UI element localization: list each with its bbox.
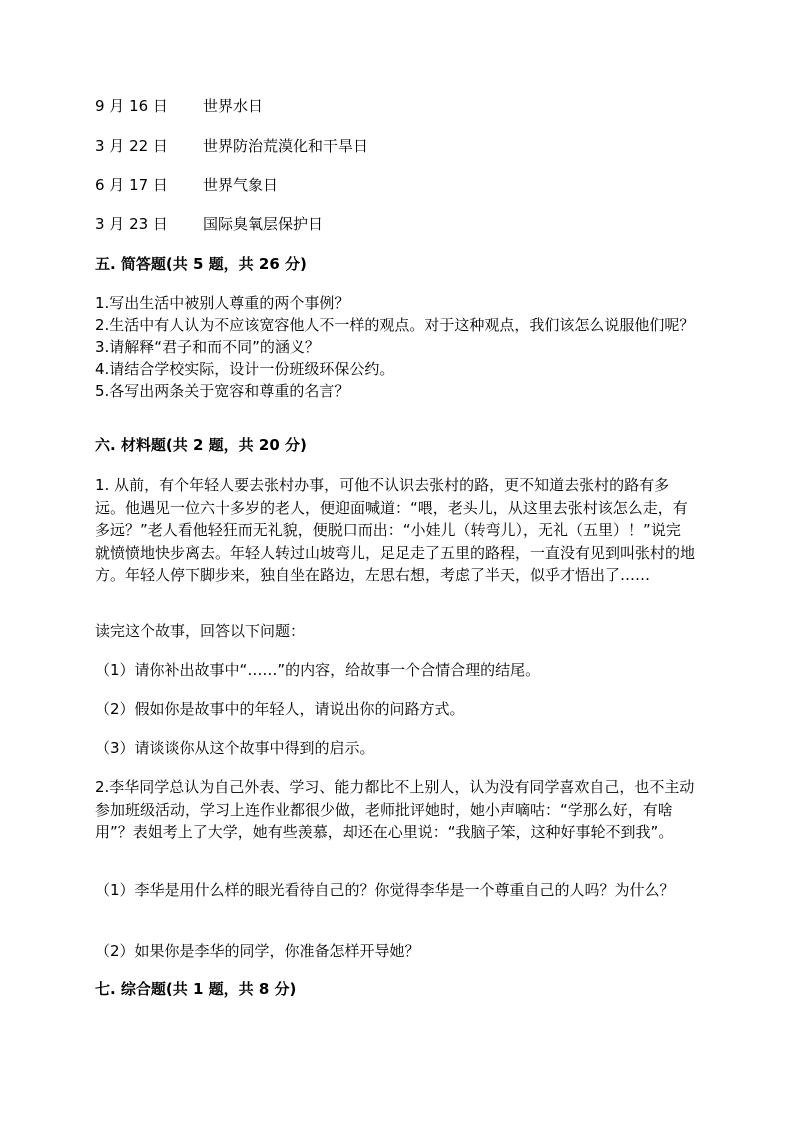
- matching-date: 3 月 22 日: [95, 137, 168, 155]
- lihua-material: 2.李华同学总认为自己外表、学习、能力都比不上别人，认为没有同学喜欢自己，也不主动参加班级活动，学习上连作业都很少做，老师批评她时，她小声嘀咕：“学那么好，有啥用”？表姐考上了大学，她有些羡慕，却还在心里说：“我脑子笨，这种好事轮不到我”。: [95, 778, 695, 841]
- question-item: 2.生活中有人认为不应该宽容他人不一样的观点。对于这种观点，我们该怎么说服他们呢？: [95, 316, 695, 334]
- matching-event: 世界气象日: [203, 176, 279, 194]
- matching-event: 国际臭氧层保护日: [203, 215, 324, 233]
- matching-date: 6 月 17 日: [95, 176, 168, 194]
- story-subquestion: （1）请你补出故事中“……”的内容，给故事一个合情合理的结尾。: [95, 661, 541, 679]
- matching-date: 3 月 23 日: [95, 215, 168, 233]
- question-item: 5.各写出两条关于宽容和尊重的名言？: [95, 382, 350, 400]
- matching-event: 世界水日: [203, 97, 264, 115]
- matching-row: [95, 174, 278, 196]
- story-prompt: 读完这个故事，回答以下问题：: [95, 622, 306, 640]
- story-subquestion: （2）假如你是故事中的年轻人，请说出你的问路方式。: [95, 700, 465, 718]
- matching-row: [95, 135, 368, 157]
- question-item: 3.请解释“君子和而不同”的涵义？: [95, 338, 320, 356]
- section7-heading: 七. 综合题(共 1 题，共 8 分): [95, 980, 297, 998]
- matching-row: [95, 95, 263, 117]
- section6-heading: 六. 材料题(共 2 题，共 20 分): [95, 436, 307, 454]
- section5-heading: 五. 简答题(共 5 题，共 26 分): [95, 255, 307, 273]
- lihua-subquestion: （2）如果你是李华的同学，你准备怎样开导她？: [95, 942, 420, 960]
- matching-row: [95, 213, 323, 235]
- matching-date: 9 月 16 日: [95, 97, 168, 115]
- lihua-subquestion: （1）李华是用什么样的眼光看待自己的？你觉得李华是一个尊重自己的人吗？为什么？: [95, 881, 675, 899]
- matching-event: 世界防治荒漠化和干旱日: [203, 137, 369, 155]
- question-item: 4.请结合学校实际，设计一份班级环保公约。: [95, 360, 395, 378]
- question-item: 1.写出生活中被别人尊重的两个事例？: [95, 294, 350, 312]
- story-material: 1. 从前，有个年轻人要去张村办事，可他不认识去张村的路，更不知道去张村的路有多远。他遇见一位六十多岁的老人，便迎面喊道：“喂，老头儿，从这里去张村该怎么走，有多远？”老人看他轻狂而无礼貌，便脱口而出：“小娃儿（转弯儿），无礼（五里）！”说完就愤愤地快步离去。年轻人转过山坡弯儿，足足走了五里的路程，一直没有见到叫张村的地方。年轻人停下脚步来，独自坐在路边，左思右想，考虑了半天，似乎才悟出了……: [95, 476, 696, 584]
- story-subquestion: （3）请谈谈你从这个故事中得到的启示。: [95, 739, 375, 757]
- section5-questions: [95, 292, 695, 402]
